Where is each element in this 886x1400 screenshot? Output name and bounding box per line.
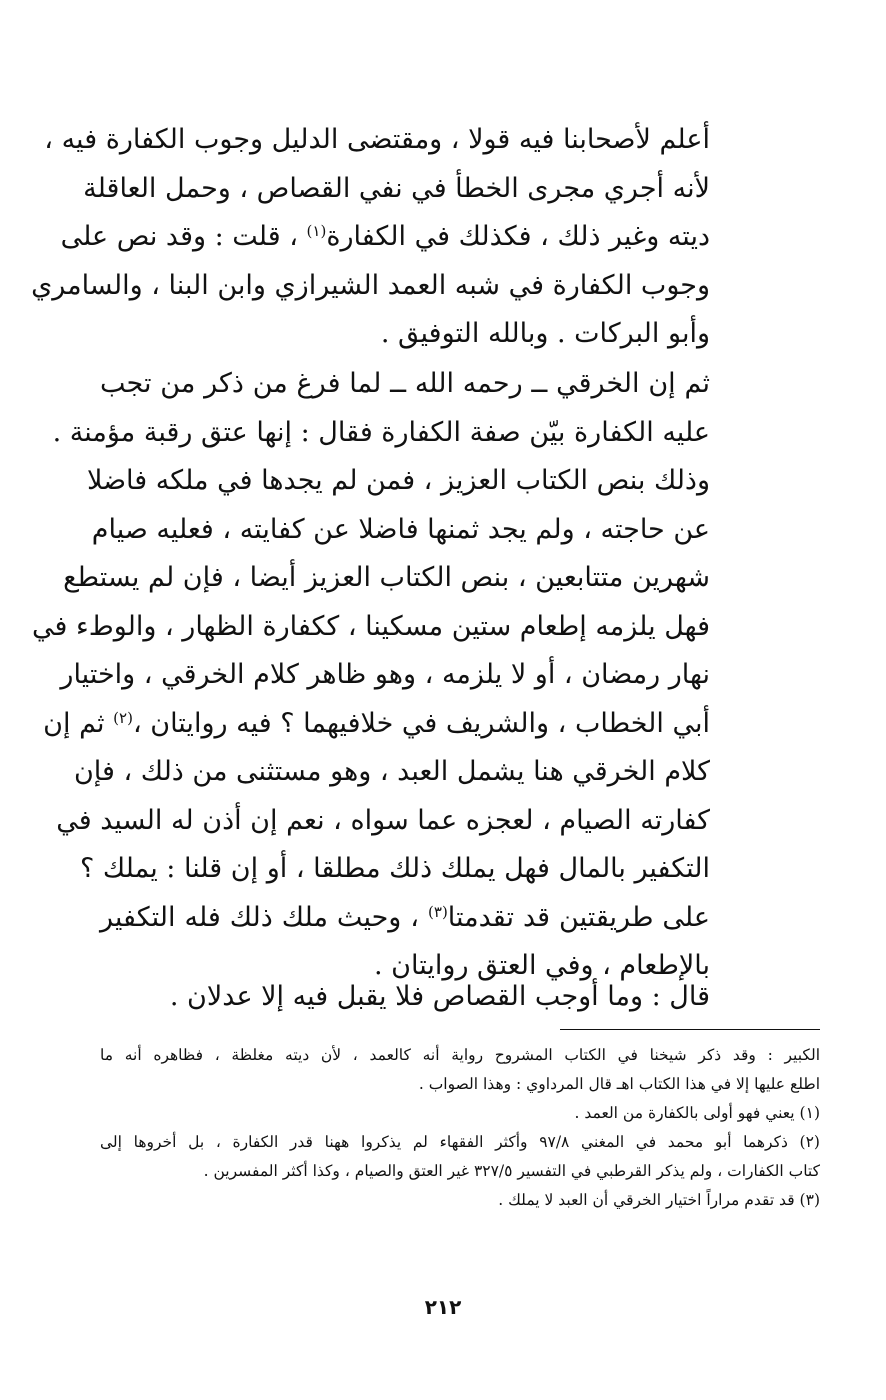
footnote-number: (١) [799,1104,820,1122]
text-line: أعلم لأصحابنا فيه قولا ، ومقتضى الدليل وجوب الكفارة فيه ، [44,124,710,155]
text-line: كلام الخرقي هنا يشمل العبد ، وهو مستثنى من ذلك ، فإن [73,756,710,787]
footnote-number: (٣) [799,1191,820,1209]
text-fragment: على طريقتين قد تقدمتا [447,901,710,933]
text-fragment: ثم إن [43,707,114,739]
text-line: وأبو البركات . وبالله التوفيق . [380,318,710,349]
text-line: بالإطعام ، وفي العتق روايتان . [374,950,710,981]
text-line: فهل يلزمه إطعام ستين مسكينا ، ككفارة الظهار ، والوطء في [32,610,710,642]
footnote-line [100,1186,820,1215]
footnote-text: قد تقدم مراراً اختيار الخرقي أن العبد لا يملك . [498,1191,795,1209]
footnote-marker-1[interactable]: (١) [306,222,327,240]
text-line [60,213,710,262]
text-fragment: أبي الخطاب ، والشريف في خلافيهما ؟ فيه روايتان ، [132,707,710,739]
footnote-number: (٢) [799,1133,820,1151]
text-line [43,700,710,749]
text-fragment: ديته وغير ذلك ، فكذلك في الكفارة [326,221,710,252]
text-line: شهرين متتابعين ، بنص الكتاب العزيز أيضا ، فإن لم يستطع [63,562,710,593]
footnote-marker-3[interactable]: (٣) [428,902,448,921]
text-fragment: ، قلت : وقد نص على [60,221,307,252]
text-line: عن حاجته ، ولم يجد ثمنها فاضلا عن كفايته ، فعليه صيام [91,513,710,545]
footnote-line: كتاب الكفارات ، ولم يذكر القرطبي في التفسير ٣٢٧/٥ غير العتق والصيام ، وكذا أكثر المفسرين . [203,1162,820,1180]
footnote-line [100,1128,820,1157]
footnotes [100,1041,820,1215]
page-number: ٢١٢ [424,1295,462,1319]
paragraph-1 [31,116,710,359]
text-line: عليه الكفارة بيّن صفة الكفارة فقال : إنها عتق رقبة مؤمنة . [52,416,710,448]
text-line: وذلك بنص الكتاب العزيز ، فمن لم يجدها في ملكه فاضلا [86,465,710,496]
footnote-text: يعني فهو أولى بالكفارة من العمد . [574,1104,795,1122]
text-line: لأنه أجري مجرى الخطأ في نفي القصاص ، وحمل العاقلة [83,172,710,204]
text-line: نهار رمضان ، أو لا يلزمه ، وهو ظاهر كلام الخرقي ، واختيار [60,659,710,690]
footnote-text: ذكرهما أبو محمد في المغني ٩٧/٨ وأكثر الفقهاء لم يذكروا ههنا قدر الكفارة ، بل أخروها إلى [100,1133,788,1151]
footnote-1 [100,1099,820,1128]
text-line: التكفير بالمال فهل يملك ذلك مطلقا ، أو إن قلنا : يملك ؟ [79,853,710,884]
footnote-line [100,1099,820,1128]
text-line [100,894,710,943]
text-line: قال : وما أوجب القصاص فلا يقبل فيه إلا عدلان . [169,981,710,1012]
footnote-3 [100,1186,820,1215]
text-fragment: ، وحيث ملك ذلك فله التكفير [100,901,429,933]
footnote-marker-2[interactable]: (٢) [113,708,133,727]
footnote-divider [560,1029,820,1030]
footnote-continuation-line: الكبير : وقد ذكر شيخنا في الكتاب المشروح رواية أنه كالعمد ، لأن ديته مغلظة ، فظاهره أنه ما [100,1046,820,1064]
text-line: كفارته الصيام ، لعجزه عما سواه ، نعم إن أذن له السيد في [56,804,710,836]
footnote-continuation-line: اطلع عليها إلا في هذا الكتاب اهـ قال المرداوي : وهذا الصواب . [418,1075,820,1093]
text-line: ثم إن الخرقي ــ رحمه الله ــ لما فرغ من ذكر من تجب [100,368,710,399]
text-line: وجوب الكفارة في شبه العمد الشيرازي وابن البنا ، والسامري [31,269,710,301]
footnote-2 [100,1128,820,1186]
paragraph-2 [32,360,710,991]
paragraph-3 [100,973,710,1022]
